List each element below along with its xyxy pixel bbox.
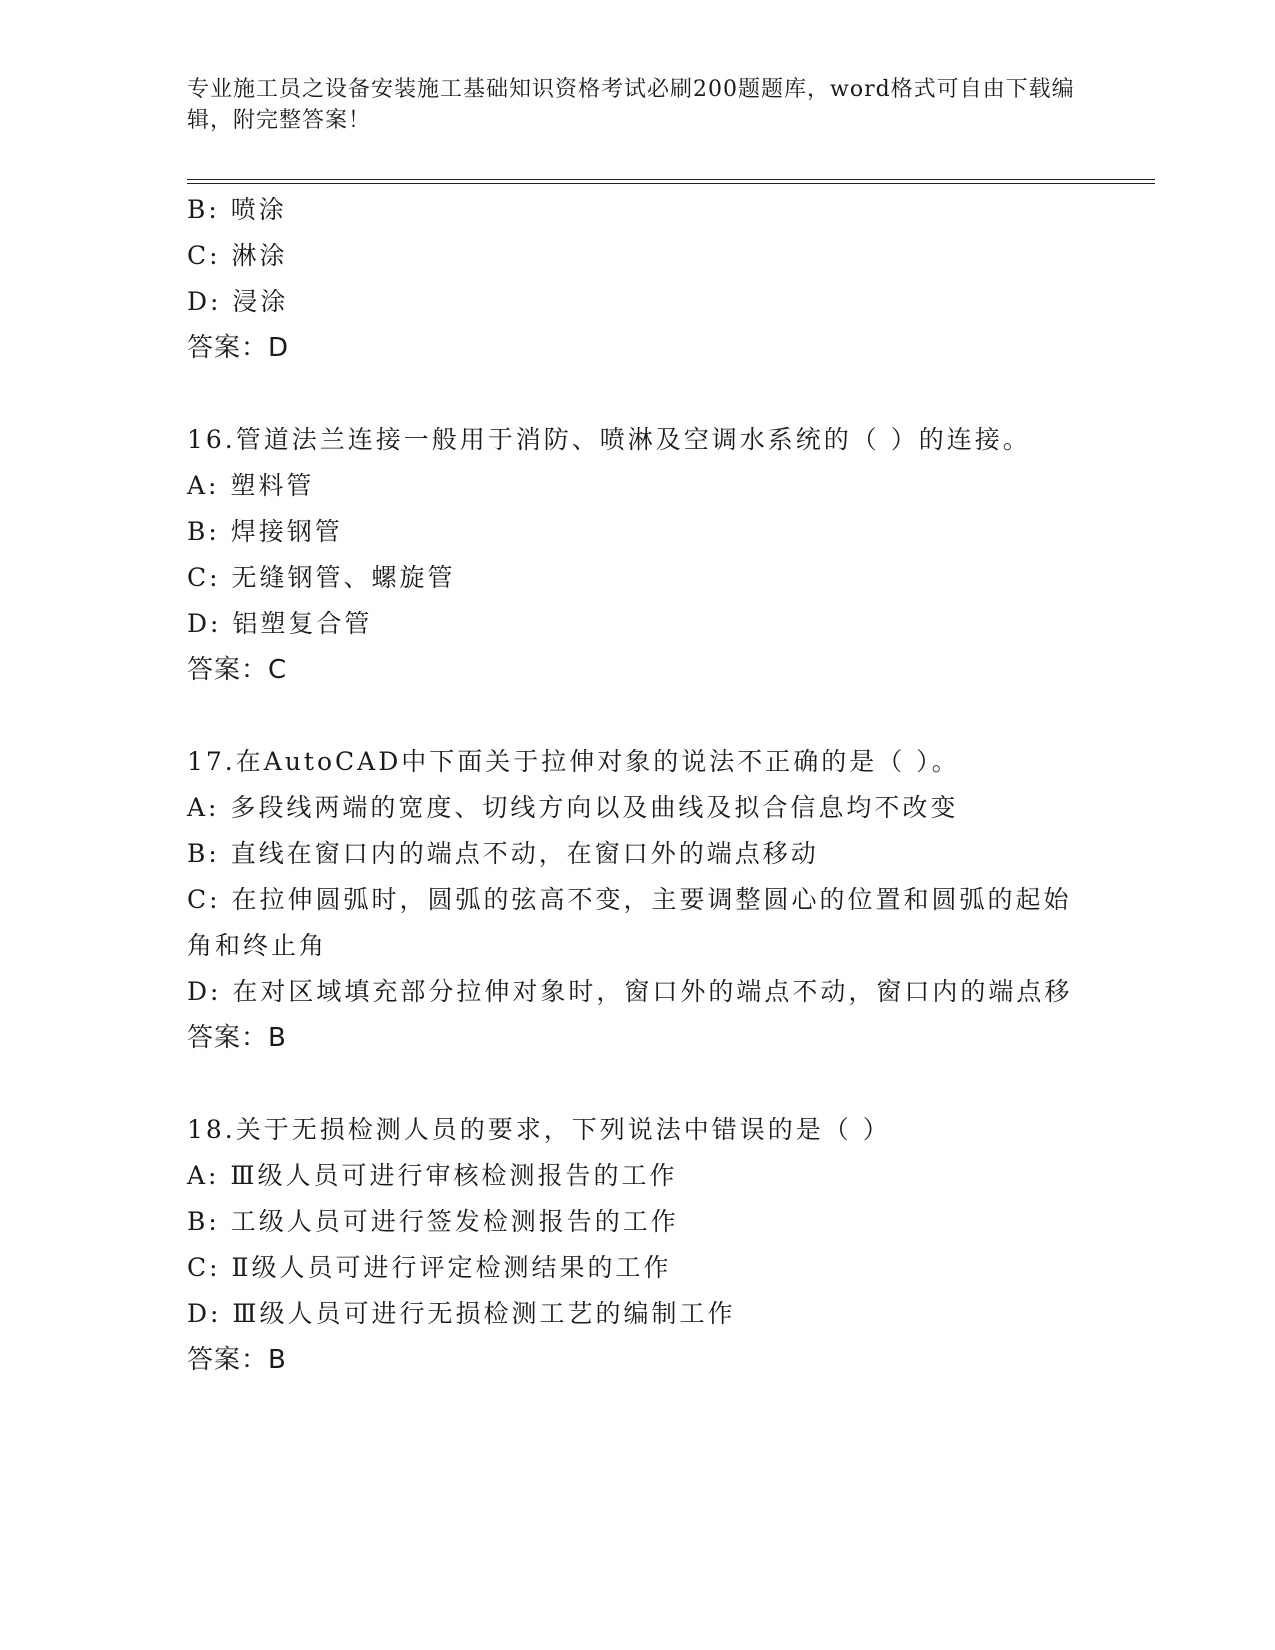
option-b: B: 焊接钢管 — [187, 517, 343, 546]
option-b: B: 喷涂 — [187, 195, 287, 224]
option-c: C: 淋涂 — [187, 241, 288, 270]
option-d: D: 在对区域填充部分拉伸对象时，窗口外的端点不动，窗口内的端点移 — [187, 977, 1073, 1006]
option-c: C: Ⅱ级人员可进行评定检测结果的工作 — [187, 1253, 672, 1282]
option-a: A: 多段线两端的宽度、切线方向以及曲线及拟合信息均不改变 — [187, 793, 959, 822]
answer: 答案：C — [187, 655, 288, 685]
answer: 答案：B — [187, 1023, 287, 1053]
question-stem: 18.关于无损检测人员的要求，下列说法中错误的是（ ） — [187, 1115, 891, 1144]
question-17 — [187, 739, 1087, 1061]
option-c: C: 无缝钢管、螺旋管 — [187, 563, 456, 592]
question-stem: 17.在AutoCAD中下面关于拉伸对象的说法不正确的是（ ）。 — [187, 747, 960, 776]
question-16 — [187, 417, 1087, 693]
option-d: D: 浸涂 — [187, 287, 289, 316]
question-stem: 16.管道法兰连接一般用于消防、喷淋及空调水系统的（ ）的连接。 — [187, 425, 1031, 454]
option-c: C: 在拉伸圆弧时，圆弧的弦高不变，主要调整圆心的位置和圆弧的起始角和终止角 — [187, 885, 1072, 960]
option-d: D: Ⅲ级人员可进行无损检测工艺的编制工作 — [187, 1299, 736, 1328]
question-18 — [187, 1107, 1087, 1383]
previous-question-continuation — [187, 187, 1087, 371]
option-a: A: 塑料管 — [187, 471, 315, 500]
question-list — [187, 187, 1087, 1383]
header-divider — [187, 179, 1155, 180]
answer: 答案：D — [187, 333, 290, 363]
option-d: D: 铝塑复合管 — [187, 609, 373, 638]
option-b: B: 工级人员可进行签发检测报告的工作 — [187, 1207, 679, 1236]
option-a: A: Ⅲ级人员可进行审核检测报告的工作 — [187, 1161, 678, 1190]
option-b: B: 直线在窗口内的端点不动，在窗口外的端点移动 — [187, 839, 819, 868]
answer: 答案：B — [187, 1345, 287, 1375]
document-header: 专业施工员之设备安装施工基础知识资格考试必刷200题题库，word格式可自由下载编辑，附完整答案！ — [187, 77, 1075, 133]
header-divider-second — [187, 183, 1155, 184]
